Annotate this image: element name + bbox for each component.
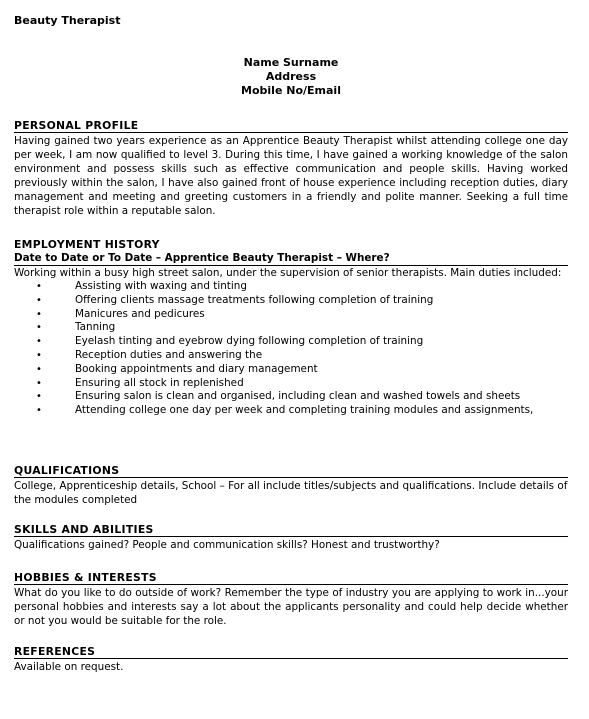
personal-profile-text: Having gained two years experience as an Apprentice Beauty Therapist whilst attending college one day per week, I am now qualified to level 3. During this time, I have gained a working knowledge of the salon environment and possess skills such as effective communication and people skills. Having worked previously within the salon, I have also gained front of house experience including reception duties, diary management and meeting and greeting customers in a friendly and polite manner. Seeking a full time therapist role within a reputable salon. [14,135,568,217]
list-item: • Tanning [36,321,116,334]
bullet-icon: • [36,336,42,348]
job-title: Date to Date or To Date – Apprentice Beauty Therapist – Where? [14,251,568,266]
bullet-icon: • [36,281,42,292]
qualifications-heading: QUALIFICATIONS [14,464,568,478]
employment-history-heading: EMPLOYMENT HISTORY [14,238,160,251]
skills-section [14,523,568,552]
list-item: • Reception duties and answering the [36,348,263,361]
bullet-icon: • [36,349,42,361]
bullet-icon: • [36,363,42,375]
references-section [14,645,568,674]
contact-block [0,56,582,98]
employment-history-section [14,238,568,418]
contact-mobile-email: Mobile No/Email [241,84,341,97]
list-item: • Ensuring salon is clean and organised, including clean and washed towels and sheets [36,390,521,403]
employment-intro: Working within a busy high street salon, under the supervision of senior therapists. Main duties included: [14,267,562,279]
contact-address: Address [265,70,317,83]
hobbies-heading: HOBBIES & INTERESTS [14,571,568,585]
list-item: • Assisting with waxing and tinting [36,280,247,292]
personal-profile-heading: PERSONAL PROFILE [14,119,568,133]
bullet-icon: • [36,391,42,403]
bullet-icon: • [36,405,42,417]
hobbies-text: What do you like to do outside of work? Remember the type of industry you are applying to work in...your personal hobbies and interests say a lot about the applicants personality and could help decide whether or not you would be suitable for the role. [14,587,568,627]
list-item: • Offering clients massage treatments following completion of training [36,293,434,306]
skills-text: Qualifications gained? People and communication skills? Honest and trustworthy? [14,539,440,551]
duties-list [14,280,568,418]
contact-name: Name Surname [243,56,339,69]
references-heading: REFERENCES [14,645,568,659]
personal-profile-section [14,119,568,218]
qualifications-section [14,464,568,507]
references-text: Available on request. [14,661,124,673]
document-title: Beauty Therapist [14,14,121,27]
skills-heading: SKILLS AND ABILITIES [14,523,568,537]
hobbies-section [14,571,568,628]
list-item: • Ensuring all stock in replenished [36,376,244,389]
list-item: • Manicures and pedicures [36,307,205,320]
qualifications-text: College, Apprenticeship details, School – For all include titles/subjects and qualifications. Include details of the modules completed [14,480,568,506]
list-item: • Booking appointments and diary management [36,362,318,375]
list-item: • Attending college one day per week and completing training modules and assignments, [36,404,534,417]
bullet-icon: • [36,308,42,320]
list-item: • Eyelash tinting and eyebrow dying following completion of training [36,335,424,348]
bullet-icon: • [36,377,42,389]
bullet-icon: • [36,294,42,306]
bullet-icon: • [36,322,42,334]
